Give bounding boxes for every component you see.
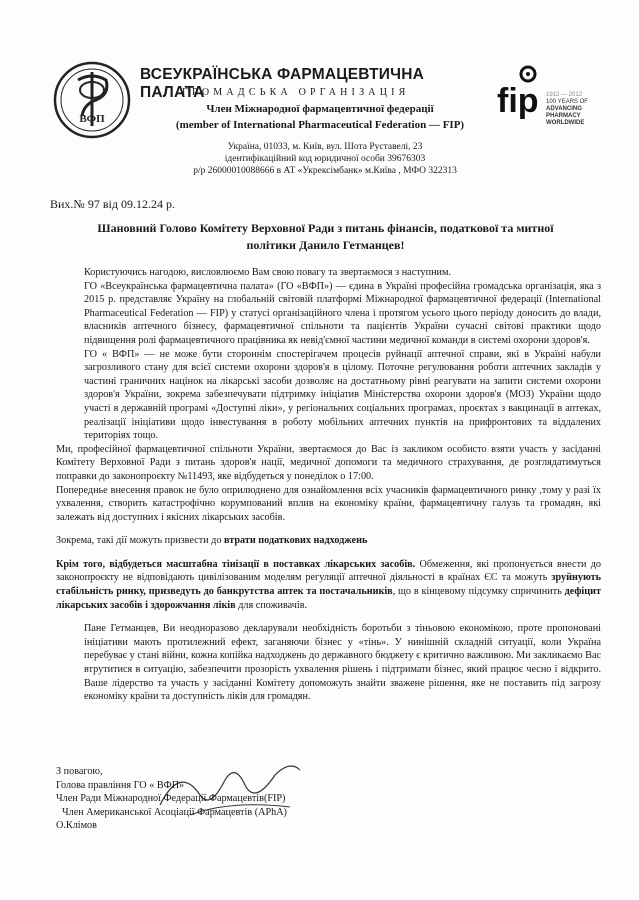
closing-line-2: Голова правління ГО « ВФП» [56,779,185,791]
salutation [48,220,603,254]
paragraph-5: Попереднье внесення правок не було оприлюднено для ознайомлення всіх учасників фармацевтичного ринку ,тому у разі їх ухвалення, створить катастрофічно корумпований вплив на економіку країни, фармацевтичну галузь та громадян, які залежать від доступних і якісних лікарських засобів. [56,484,601,523]
paragraph-7-bold-e: дефіцит лікарських засобів і здорожчання ліків [56,586,601,611]
salutation-line-2: політики Данило Гетманцев! [246,238,405,252]
closing-line-1: З повагою, [56,766,103,777]
closing-line-4: Член Американської Асоціації Фармацевтів (APhA) [62,806,287,818]
logo-letters: ВФП [79,113,105,125]
fip-tagline [546,92,616,127]
closing-line-3: Член Ради Міжнародної Федерації Фармацевтів(FIP) [56,793,286,805]
fip-tagline-2: ADVANCING [546,106,582,112]
fip-wordmark: fip [497,82,539,120]
address-block [160,141,490,177]
letter-body [56,266,601,704]
paragraph-7-text-d: , що в кінцевому підсумку спричинить [392,586,565,598]
address-line-1: Україна, 01033, м. Київ, вул. Шота Руставелі, 23 [227,142,423,152]
paragraph-7-bold-c: зруйнують стабільність ринку, призведуть до банкрутства аптек та постачальників [56,572,601,598]
paragraph-7 [56,558,601,612]
address-line-2: ідентифікаційний код юридичної особи 39676303 [224,154,426,164]
org-type: ГРОМАДСЬКА ОРГАНІЗАЦІЯ [182,87,410,98]
paragraph-7-text-b: Обмеження, які пропонується внести до законопроєкту не відповідають цивілізованим моделям регуляції аптечної діяльності в країнах ЄС та можуть [56,558,601,584]
fip-tagline-3: PHARMACY [546,113,581,119]
paragraph-6 [56,534,601,548]
member-line-2: (member of International Pharmaceutical Federation — FIP) [175,119,465,131]
fip-tagline-4: WORLDWIDE [546,120,585,126]
paragraph-8: Пане Гетманцев, Ви неодноразово декларували необхідність боротьби з тіньовою економікою, проте пропоновані ініціативи мають протилежний ефект, заганяючи бізнес у «тінь». У нинішній складній ситуації, коли Україна перебуває у стані війни, кожна копійка надходжень до державного бюджету є критично важливою. Ми закликаємо Вас втрутитися в ситуацію, забезпечити прозорість ухвалення рішень і підтримати бізнес, який працює чесно і відкрито. Ваше лідерство та участь у засіданні Комітету допоможуть знайти зважене рішення, яке не поставить під загрозу економіку країни та доступність ліків для громадян. [84,623,601,703]
paragraph-6-text: Зокрема, такі дії можуть призвести до [56,535,224,547]
paragraph-4: Ми, професійної фармацевтичної спільноти України, звертаємося до Вас із закликом особисто взяти участь у засіданні Комітету Верховної Ради з питань здоров'я нації, медичної допомоги та медичного страхування, де розглядатимуться поправки до законопроєкту №11493, яке відбудеться у понеділок о 17:00. [56,443,601,482]
vfp-logo-icon [52,60,132,140]
closing-line-5: О.Клімов [56,820,97,832]
org-name: ВСЕУКРАЇНСЬКА ФАРМАЦЕВТИЧНА ПАЛАТА [140,66,424,101]
address-line-3: р/р 26000010088666 в АТ «Укрексімбанк» м.Київа , МФО 322313 [193,166,457,176]
outgoing-number: Вих.№ 97 від 09.12.24 р. [50,197,175,211]
paragraph-3: ГО « ВФП» — не може бути стороннім спостерігачем процесів руйнації аптечної справи, які в Україні набули загрозливого стану для всієї системи охорони здоров'я в цілому. Поточне регулювання роботи аптечних закладів у частині граничних націнок на лікарські засоби дозволяє на достатньому рівні реагувати на запити системи охорони здоров'я України, зокрема забезпечувати підтримку ініціатив Міністерства охорони здоров'я (МОЗ) України щодо участі в державній програмі «Доступні ліки», у регіональних соціальних програмах, проєктах з вакцинації в аптеках, реалізації ініціативи щодо інвестування в роботу мобільних аптечних пунктів на прифронтових та віддалених територіях тощо. [84,348,601,442]
paragraph-7-text-f: для споживачів. [235,599,308,611]
paragraph-1: Користуючись нагодою, висловлюємо Вам свою повагу та звертаємося з наступним. [84,267,451,278]
paragraph-7-bold-a: Крім того, відбудеться масштабна тінізації в поставках лікарських засобів. [56,558,416,570]
salutation-line-1: Шановний Голово Комітету Верховної Ради з питань фінансів, податкової та митної [97,221,554,235]
fip-tagline-1: 100 YEARS OF [546,99,588,105]
paragraph-2: ГО «Всеукраїнська фармацевтична палата» (ГО «ВФП») — єдина в Україні професійна громадська організація, яка з 2015 р. представляє Україну на глобальній світовій платформі Міжнародної фармацевтичної федерації (International Pharmaceutical Federation — FIP) у статусі організаційного члена і протягом усього цього періоду доносить до влади, власників аптечного бізнесу, фармацевтичної спільноти та пацієнтів України сучасні світові практики щодо підвищення ролі фармацевтичного працівника як невід'ємної частини медичної команди в системі охорони здоров'я. [84,280,601,346]
paragraph-6-bold: втрати податкових надходжень [223,535,368,547]
closing-block [56,765,356,833]
member-line-1: Член Міжнародної фармацевтичної федерації [206,103,434,115]
fip-years: 1912 — 2012 [546,92,583,98]
